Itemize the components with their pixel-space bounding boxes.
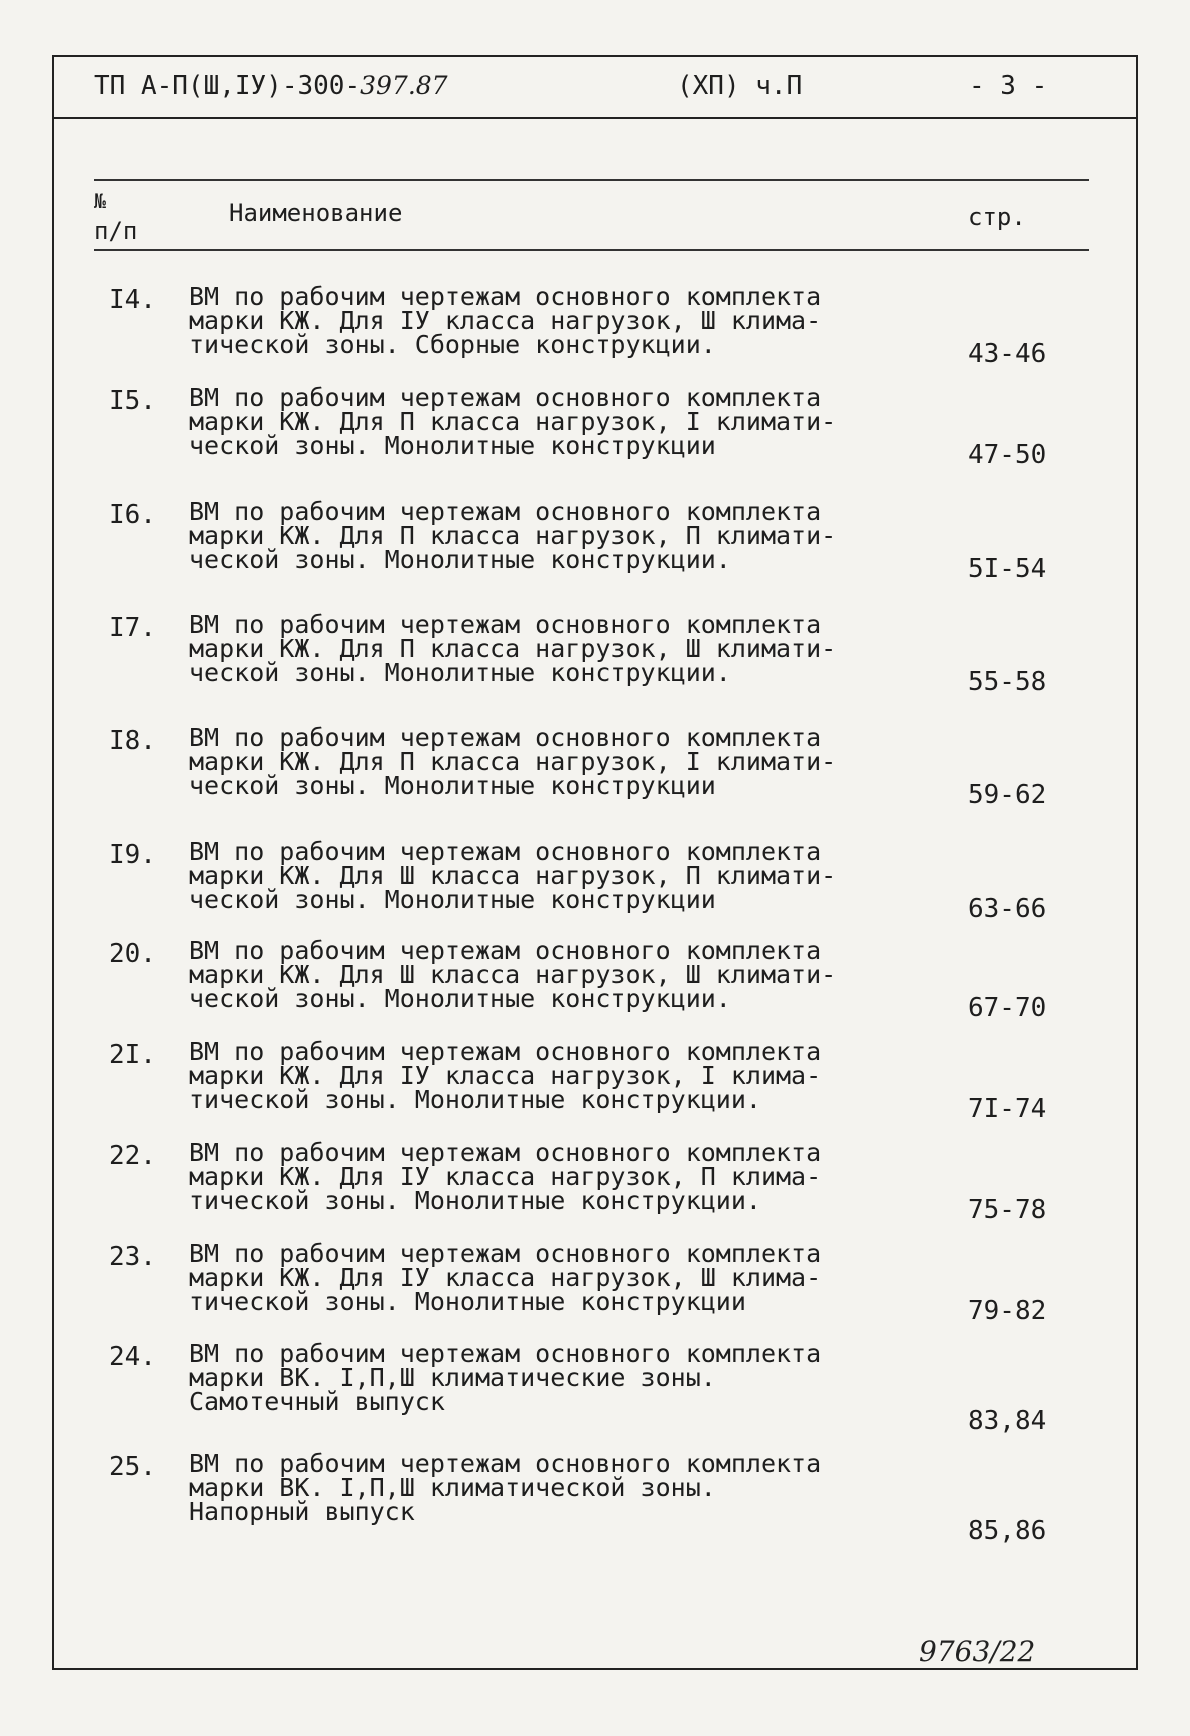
row-title-line: ВМ по рабочим чертежам основного комплекта [189, 1339, 822, 1368]
table-row [54, 282, 1136, 380]
table-row [54, 610, 1136, 708]
row-title-line: марки КЖ. Для IУ класса нагрузок, I клима- [189, 1061, 822, 1090]
row-title-line: ческой зоны. Монолитные конструкции [189, 885, 716, 914]
row-title [189, 1138, 869, 1215]
row-title-line: ВМ по рабочим чертежам основного комплекта [189, 1037, 822, 1066]
row-title [189, 1339, 869, 1416]
document-sheet [52, 55, 1138, 1670]
row-pages: 43-46 [968, 339, 1047, 369]
row-pages: 5I-54 [968, 554, 1047, 584]
table-row [54, 1037, 1136, 1135]
row-title [189, 1239, 869, 1316]
row-title [189, 837, 869, 914]
row-title-line: ческой зоны. Монолитные конструкции. [189, 984, 731, 1013]
row-title-line: ВМ по рабочим чертежам основного комплекта [189, 936, 822, 965]
row-number: I9. [109, 840, 156, 870]
row-number: I8. [109, 726, 156, 756]
row-title [189, 282, 869, 359]
document-code-typed: ТП А-П(Ш,IУ)-300- [94, 71, 361, 101]
row-pages: 7I-74 [968, 1094, 1047, 1124]
row-pages: 75-78 [968, 1195, 1047, 1225]
row-title-line: тической зоны. Монолитные конструкции. [189, 1186, 761, 1215]
row-pages: 59-62 [968, 780, 1047, 810]
row-title [189, 383, 869, 460]
row-title-line: ВМ по рабочим чертежам основного комплекта [189, 610, 822, 639]
table-row [54, 383, 1136, 481]
volume-label: (ХП) ч.П [677, 71, 803, 101]
row-title-line: Напорный выпуск [189, 1497, 415, 1526]
table-row [54, 936, 1136, 1034]
table-row [54, 1138, 1136, 1236]
handwritten-sign: 9763/22 [919, 1635, 1036, 1668]
row-number: I4. [109, 285, 156, 315]
row-title [189, 1037, 869, 1114]
row-title-line: ВМ по рабочим чертежам основного комплекта [189, 1239, 822, 1268]
row-title [189, 1449, 869, 1526]
row-number: 25. [109, 1452, 156, 1482]
row-number: I7. [109, 613, 156, 643]
row-title-line: марки КЖ. Для П класса нагрузок, I климати- [189, 747, 837, 776]
column-header-name: Наименование [229, 199, 403, 227]
document-code-handwritten: 397.87 [360, 71, 448, 100]
row-title-line: ВМ по рабочим чертежам основного комплекта [189, 723, 822, 752]
row-title-line: ВМ по рабочим чертежам основного комплекта [189, 1449, 822, 1478]
row-number: 23. [109, 1242, 156, 1272]
row-number: 2I. [109, 1040, 156, 1070]
row-number: I5. [109, 386, 156, 416]
table-row [54, 1449, 1136, 1547]
row-title-line: ВМ по рабочим чертежам основного комплекта [189, 497, 822, 526]
page-number: - 3 - [969, 71, 1048, 101]
row-title-line: ческой зоны. Монолитные конструкции. [189, 545, 731, 574]
table-row [54, 1239, 1136, 1337]
row-pages: 55-58 [968, 667, 1047, 697]
row-title-line: Самотечный выпуск [189, 1387, 445, 1416]
row-title-line: ческой зоны. Монолитные конструкции. [189, 658, 731, 687]
row-title-line: ческой зоны. Монолитные конструкции [189, 771, 716, 800]
row-title [189, 723, 869, 800]
row-number: 22. [109, 1141, 156, 1171]
table-row [54, 723, 1136, 821]
row-title-line: марки ВК. I,П,Ш климатической зоны. [189, 1473, 716, 1502]
row-title-line: ВМ по рабочим чертежам основного комплекта [189, 1138, 822, 1167]
row-title-line: ческой зоны. Монолитные конструкции [189, 431, 716, 460]
row-number: 20. [109, 939, 156, 969]
row-title-line: марки КЖ. Для Ш класса нагрузок, П климати- [189, 861, 837, 890]
row-title-line: ВМ по рабочим чертежам основного комплекта [189, 837, 822, 866]
row-title-line: марки КЖ. Для IУ класса нагрузок, Ш клима- [189, 1263, 822, 1292]
row-title [189, 610, 869, 687]
row-title-line: тической зоны. Монолитные конструкции [189, 1287, 746, 1316]
row-title-line: марки КЖ. Для Ш класса нагрузок, Ш климати- [189, 960, 837, 989]
row-pages: 47-50 [968, 440, 1047, 470]
row-title [189, 497, 869, 574]
row-title-line: марки КЖ. Для IУ класса нагрузок, Ш клима- [189, 306, 822, 335]
table-row [54, 837, 1136, 935]
row-title-line: марки КЖ. Для П класса нагрузок, П климати- [189, 521, 837, 550]
row-pages: 63-66 [968, 894, 1047, 924]
column-header-number: п/п [94, 217, 138, 245]
column-header-page: стр. [968, 203, 1026, 231]
row-title-line: тической зоны. Монолитные конструкции. [189, 1085, 761, 1114]
row-title-line: марки КЖ. Для П класса нагрузок, Ш климати- [189, 634, 837, 663]
row-title-line: ВМ по рабочим чертежам основного комплекта [189, 383, 822, 412]
row-title-line: марки КЖ. Для IУ класса нагрузок, П клима- [189, 1162, 822, 1191]
row-pages: 79-82 [968, 1296, 1047, 1326]
row-pages: 83,84 [968, 1406, 1047, 1436]
row-title-line: тической зоны. Сборные конструкции. [189, 330, 716, 359]
row-number: 24. [109, 1342, 156, 1372]
contents-table [54, 57, 1136, 1668]
row-title-line: марки ВК. I,П,Ш климатические зоны. [189, 1363, 716, 1392]
row-number: I6. [109, 500, 156, 530]
table-row [54, 497, 1136, 595]
row-title-line: марки КЖ. Для П класса нагрузок, I климати- [189, 407, 837, 436]
row-pages: 67-70 [968, 993, 1047, 1023]
row-title [189, 936, 869, 1013]
row-pages: 85,86 [968, 1516, 1047, 1546]
column-header-number-sign: № [94, 189, 107, 213]
table-row [54, 1339, 1136, 1437]
row-title-line: ВМ по рабочим чертежам основного комплекта [189, 282, 822, 311]
